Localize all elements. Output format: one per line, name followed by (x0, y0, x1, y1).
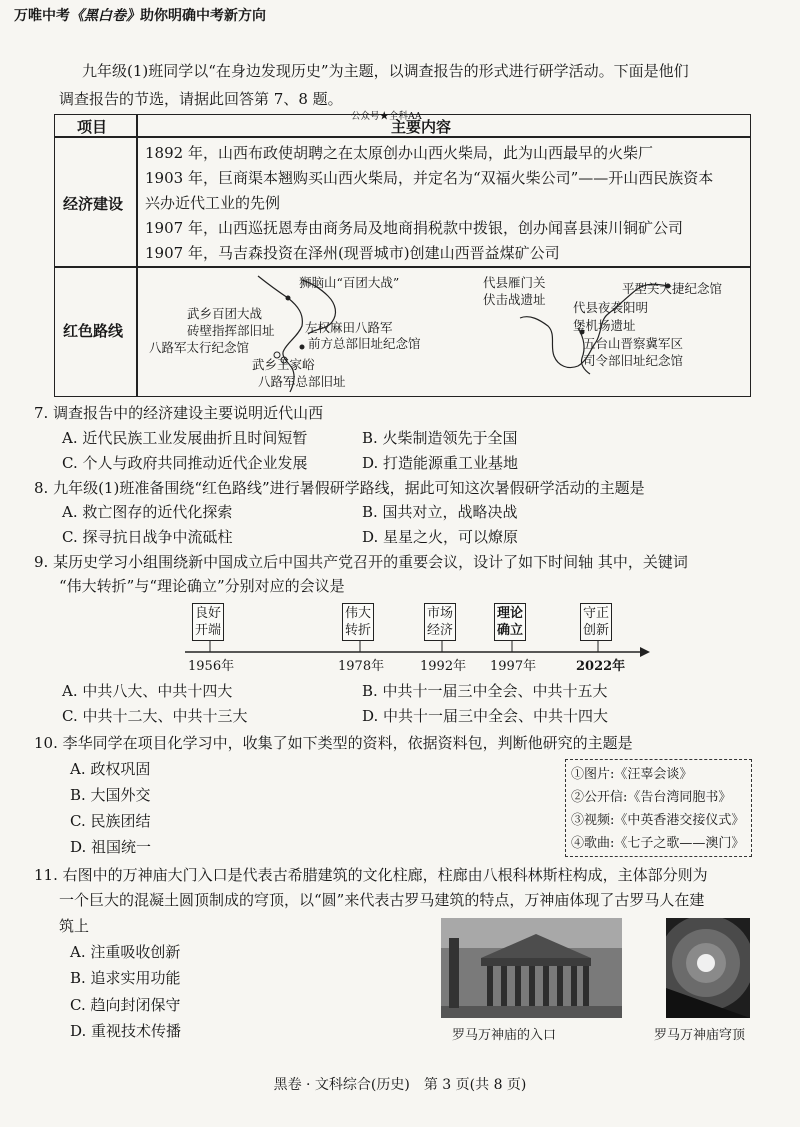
row1-line4: 1907 年，山西巡抚恩寿由商务局及地商捐税款中拨银，创办闻喜县涑川铜矿公司 (145, 219, 683, 237)
header-suffix: 助你明确中考新方向 (140, 8, 266, 24)
map-label-zuoquan-2: 前方总部旧址纪念馆 (308, 336, 421, 351)
map-label-wangjiayu-2: 八路军总部旧址 (258, 374, 346, 389)
col2-header: 主要内容 (391, 118, 452, 136)
header-brand: 《黑白卷》 (70, 8, 140, 24)
timeline-year-1992: 1992年 (420, 659, 467, 674)
resource-3: ③视频:《中英香港交接仪式》 (571, 813, 745, 828)
map-marker (300, 345, 305, 350)
row1-line2: 1903 年，巨商渠本翘购买山西火柴局，并定名为“双福火柴公司”——开山西民族资本 (145, 169, 714, 187)
intro-line2: 调查报告的节选，请据此回答第 7、8 题。 (59, 90, 343, 108)
caption-dome: 罗马万神庙穹顶 (654, 1028, 746, 1043)
resource-4: ④歌曲:《七子之歌——澳门》 (571, 836, 745, 851)
map-label-baituan-1: 武乡百团大战 (187, 306, 263, 321)
q9-option-d: D. 中共十一届三中全会、中共十四大 (362, 707, 609, 725)
q9-option-c: C. 中共十二大、中共十三大 (62, 707, 248, 725)
q11-option-d: D. 重视技术传播 (70, 1022, 182, 1040)
q10-option-c: C. 民族团结 (70, 812, 151, 830)
map-marker (286, 296, 291, 301)
row1-line5: 1907 年，马吉森投资在泽州(现晋城市)创建山西晋益煤矿公司 (145, 244, 560, 262)
map-label-taihang: 八路军太行纪念馆 (149, 340, 250, 355)
q11-option-b: B. 追求实用功能 (70, 969, 181, 987)
map-label-yangmingbao-1: 代县夜袭阳明 (573, 300, 649, 315)
map-label-wutai-1: 五台山晋察冀军区 (583, 336, 684, 351)
timeline-year-1978: 1978年 (338, 659, 385, 674)
timeline-box-1956: 良好 开端 (192, 603, 224, 641)
pantheon-entrance-illustration (441, 918, 622, 1018)
caption-entrance: 罗马万神庙的入口 (452, 1028, 557, 1043)
resource-package (565, 759, 752, 857)
map-label-wangjiayu-1: 武乡王家峪 (252, 357, 315, 372)
map-label-zuoquan-1: 左权麻田八路军 (305, 320, 393, 335)
row1-line1: 1892 年，山西布政使胡聘之在太原创办山西火柴局，此为山西最早的火柴厂 (145, 144, 653, 162)
q10-stem: 10. 李华同学在项目化学习中，收集了如下类型的资料，依据资料包，判断他研究的主题是 (34, 734, 633, 752)
map-label-yanmen-1: 代县雁门关 (483, 275, 546, 290)
page-footer: 黑卷 · 文科综合(历史) 第 3 页(共 8 页) (273, 1077, 527, 1093)
map-label-baituan-2: 砖壁指挥部旧址 (187, 323, 275, 338)
q7-option-b: B. 火柴制造领先于全国 (362, 429, 518, 447)
map-label-yanmen-2: 伏击战遗址 (483, 292, 546, 307)
q10-option-b: B. 大国外交 (70, 786, 151, 804)
map-label-shinaoshan: 狮脑山“百团大战” (299, 275, 400, 290)
resource-1: ①图片:《汪辜会谈》 (571, 767, 693, 782)
q9-stem-1: 9. 某历史学习小组围绕新中国成立后中国共产党召开的重要会议，设计了如下时间轴 其中，关键词 (34, 553, 688, 571)
q11-stem-1: 11. 右图中的万神庙大门入口是代表古希腊建筑的文化柱廊，柱廊由八根科林斯柱构成，主体部分则为 (34, 866, 708, 884)
row2-label: 红色路线 (63, 322, 124, 340)
timeline (180, 600, 650, 675)
q8-option-d: D. 星星之火，可以燎原 (362, 528, 519, 546)
q8-option-a: A. 救亡图存的近代化探索 (62, 503, 233, 521)
q7-option-a: A. 近代民族工业发展曲折且时间短暂 (62, 429, 308, 447)
page-header (14, 6, 266, 27)
q7-option-d: D. 打造能源重工业基地 (362, 454, 519, 472)
intro-line1: 九年级(1)班同学以“在身边发现历史”为主题，以调查报告的形式进行研学活动。下面是他们 (82, 62, 689, 80)
q8-stem: 8. 九年级(1)班准备围绕“红色路线”进行暑假研学路线，据此可知这次暑假研学活动的主题是 (34, 479, 645, 497)
timeline-year-1997: 1997年 (490, 659, 537, 674)
timeline-year-1956: 1956年 (188, 659, 235, 674)
row1-label: 经济建设 (63, 195, 124, 213)
timeline-box-1997: 理论 确立 (494, 603, 526, 641)
q11-stem-2: 一个巨大的混凝土圆顶制成的穹顶，以“圆”来代表古罗马建筑的特点，万神庙体现了古罗马人在建 (59, 891, 705, 909)
q7-option-c: C. 个人与政府共同推动近代企业发展 (62, 454, 308, 472)
timeline-box-1992: 市场 经济 (424, 603, 456, 641)
q8-option-c: C. 探寻抗日战争中流砥柱 (62, 528, 233, 546)
pantheon-entrance-photo (441, 918, 622, 1018)
timeline-box-2022: 守正 创新 (580, 603, 612, 641)
col1-header: 项目 (77, 118, 108, 136)
q10-option-a: A. 政权巩固 (70, 760, 151, 778)
q11-stem-3: 筑上 (59, 917, 90, 935)
row1-line3: 兴办近代工业的先例 (145, 194, 281, 212)
q8-option-b: B. 国共对立，战略决战 (362, 503, 518, 521)
watermark: 公众号★全科AA (351, 111, 422, 122)
timeline-arrow (640, 647, 650, 657)
map-label-wutai-2: 司令部旧址纪念馆 (583, 353, 684, 368)
q11-option-a: A. 注重吸收创新 (70, 943, 181, 961)
q11-option-c: C. 趋向封闭保守 (70, 996, 181, 1014)
q7-stem: 7. 调查报告中的经济建设主要说明近代山西 (34, 404, 324, 422)
map-label-yangmingbao-2: 堡机场遗址 (573, 318, 636, 333)
pantheon-dome-illustration (666, 918, 750, 1018)
timeline-year-2022: 2022年 (576, 659, 626, 674)
q10-option-d: D. 祖国统一 (70, 838, 152, 856)
map-label-pingxingguan: 平型关大捷纪念馆 (622, 281, 723, 296)
q9-option-b: B. 中共十一届三中全会、中共十五大 (362, 682, 608, 700)
research-table (54, 111, 751, 397)
pantheon-dome-photo (666, 918, 750, 1018)
q9-option-a: A. 中共八大、中共十四大 (62, 682, 233, 700)
timeline-box-1978: 伟大 转折 (342, 603, 374, 641)
header-prefix: 万唯中考 (14, 8, 70, 24)
q9-stem-2: “伟大转折”与“理论确立”分别对应的会议是 (59, 577, 345, 595)
resource-2: ②公开信:《告台湾同胞书》 (571, 790, 732, 805)
